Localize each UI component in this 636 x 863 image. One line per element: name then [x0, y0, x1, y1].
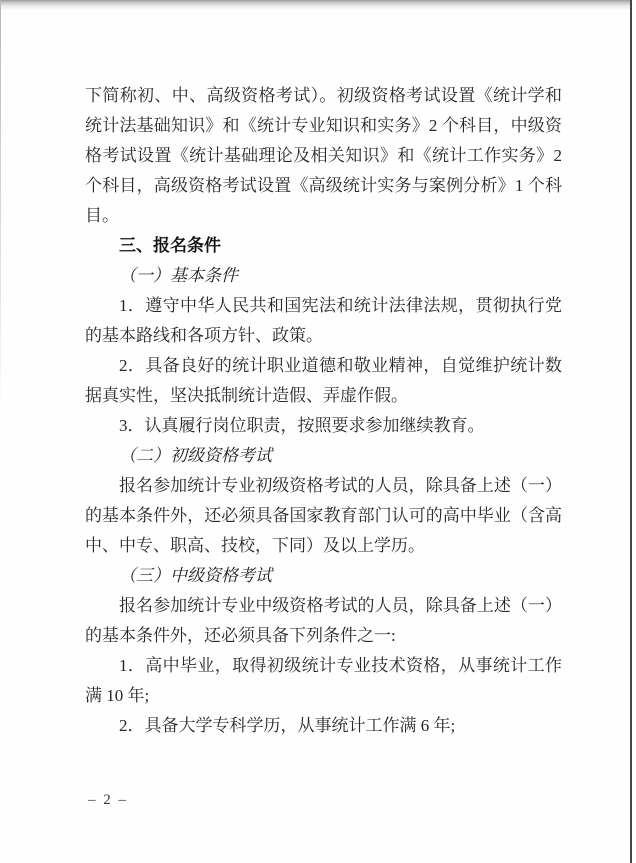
paragraph-body: 下简称初、中、高级资格考试）。初级资格考试设置《统计学和统计法基础知识》和《统计专业知识和实务》2 个科目，中级资格考试设置《统计基础理论及相关知识》和《统计工作实务》2 个科目，高级资格考试设置《高级统计实务与案例分析》1 个科目。	[85, 86, 562, 225]
paragraph-subheading: （三）中级资格考试	[119, 566, 272, 585]
paragraph-body: 2．具备大学专科学历，从事统计工作满 6 年;	[119, 716, 456, 735]
paragraph-body: 1．高中毕业，取得初级统计专业技术资格，从事统计工作满 10 年;	[85, 656, 562, 705]
scan-right-margin	[632, 0, 636, 863]
paragraph-body: 1．遵守中华人民共和国宪法和统计法律法规，贯彻执行党的基本路线和各项方针、政策。	[85, 296, 562, 345]
scan-right-edge-line	[630, 0, 632, 863]
paragraph-subheading: （一）基本条件	[119, 266, 238, 285]
scan-top-shadow-edge	[0, 0, 631, 10]
paragraph-body: 3．认真履行岗位职责，按照要求参加继续教育。	[119, 416, 485, 435]
paragraph-heading: 三、报名条件	[119, 236, 221, 256]
page-number: – 2 –	[88, 792, 128, 808]
paragraph-body: 2．具备良好的统计职业道德和敬业精神，自觉维护统计数据真实性，坚决抵制统计造假、弄虚作假。	[85, 356, 562, 405]
scan-left-edge-line	[0, 0, 1, 420]
paragraph-subheading: （二）初级资格考试	[119, 446, 272, 465]
paragraph-body: 报名参加统计专业中级资格考试的人员，除具备上述（一）的基本条件外，还必须具备下列条件之一:	[85, 596, 562, 645]
paragraph-body: 报名参加统计专业初级资格考试的人员，除具备上述（一）的基本条件外，还必须具备国家教育部门认可的高中毕业（含高中、中专、职高、技校，下同）及以上学历。	[85, 476, 562, 555]
document-content	[85, 81, 562, 741]
